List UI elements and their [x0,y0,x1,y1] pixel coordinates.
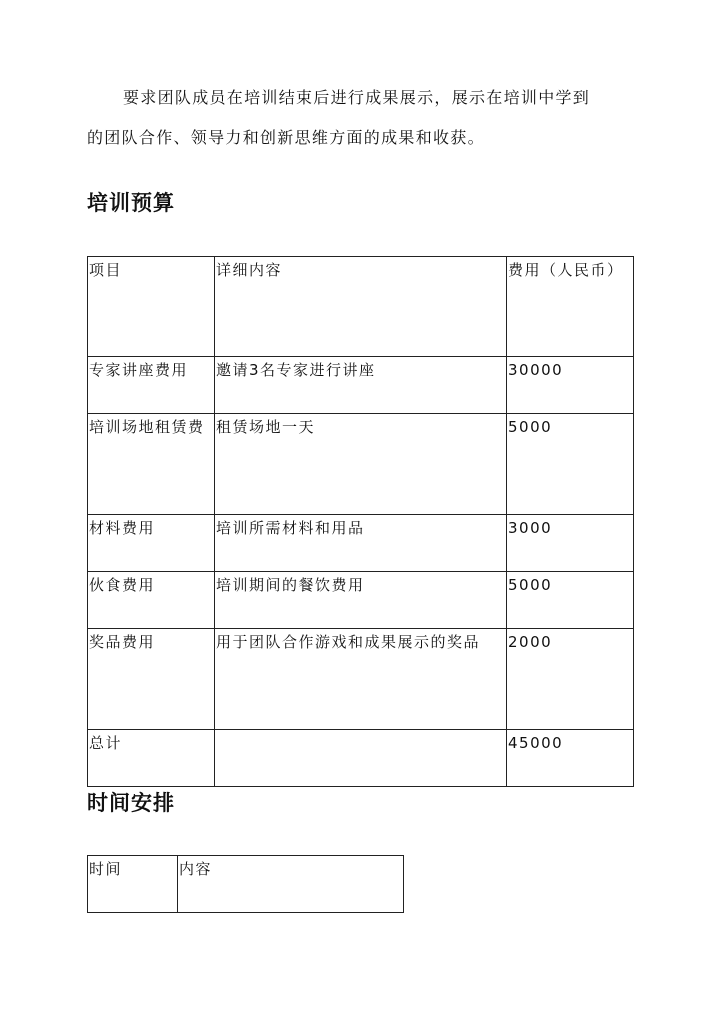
header-cell-item: 项目 [88,257,215,357]
schedule-heading: 时间安排 [87,790,175,815]
cost-cell: 5000 [507,414,634,515]
table-row-total [88,730,634,787]
cost-cell: 30000 [507,357,634,414]
detail-cell: 租赁场地一天 [215,414,507,515]
cost-cell: 3000 [507,515,634,572]
intro-line-2: 的团队合作、领导力和创新思维方面的成果和收获。 [87,128,485,147]
table-row [88,572,634,629]
cost-cell: 45000 [507,730,634,787]
table-row [88,414,634,515]
item-cell: 专家讲座费用 [88,357,215,414]
table-row [88,515,634,572]
item-cell: 培训场地租赁费 [88,414,215,515]
detail-cell: 用于团队合作游戏和成果展示的奖品 [215,629,507,730]
header-cell-time: 时间 [88,856,178,913]
intro-paragraph [87,78,647,158]
cost-cell: 5000 [507,572,634,629]
item-cell: 伙食费用 [88,572,215,629]
detail-cell [215,730,507,787]
item-cell: 材料费用 [88,515,215,572]
detail-cell: 培训期间的餐饮费用 [215,572,507,629]
budget-heading: 培训预算 [87,190,175,215]
header-cell-content: 内容 [178,856,404,913]
table-header-row [88,257,634,357]
cost-cell: 2000 [507,629,634,730]
schedule-table [87,855,404,913]
table-row [88,629,634,730]
budget-table [87,256,634,787]
detail-cell: 培训所需材料和用品 [215,515,507,572]
item-cell: 奖品费用 [88,629,215,730]
detail-cell: 邀请3名专家进行讲座 [215,357,507,414]
header-cell-detail: 详细内容 [215,257,507,357]
intro-line-1: 要求团队成员在培训结束后进行成果展示，展示在培训中学到 [123,88,591,107]
table-header-row [88,856,404,913]
item-cell: 总计 [88,730,215,787]
header-cell-cost: 费用（人民币） [507,257,634,357]
table-row [88,357,634,414]
